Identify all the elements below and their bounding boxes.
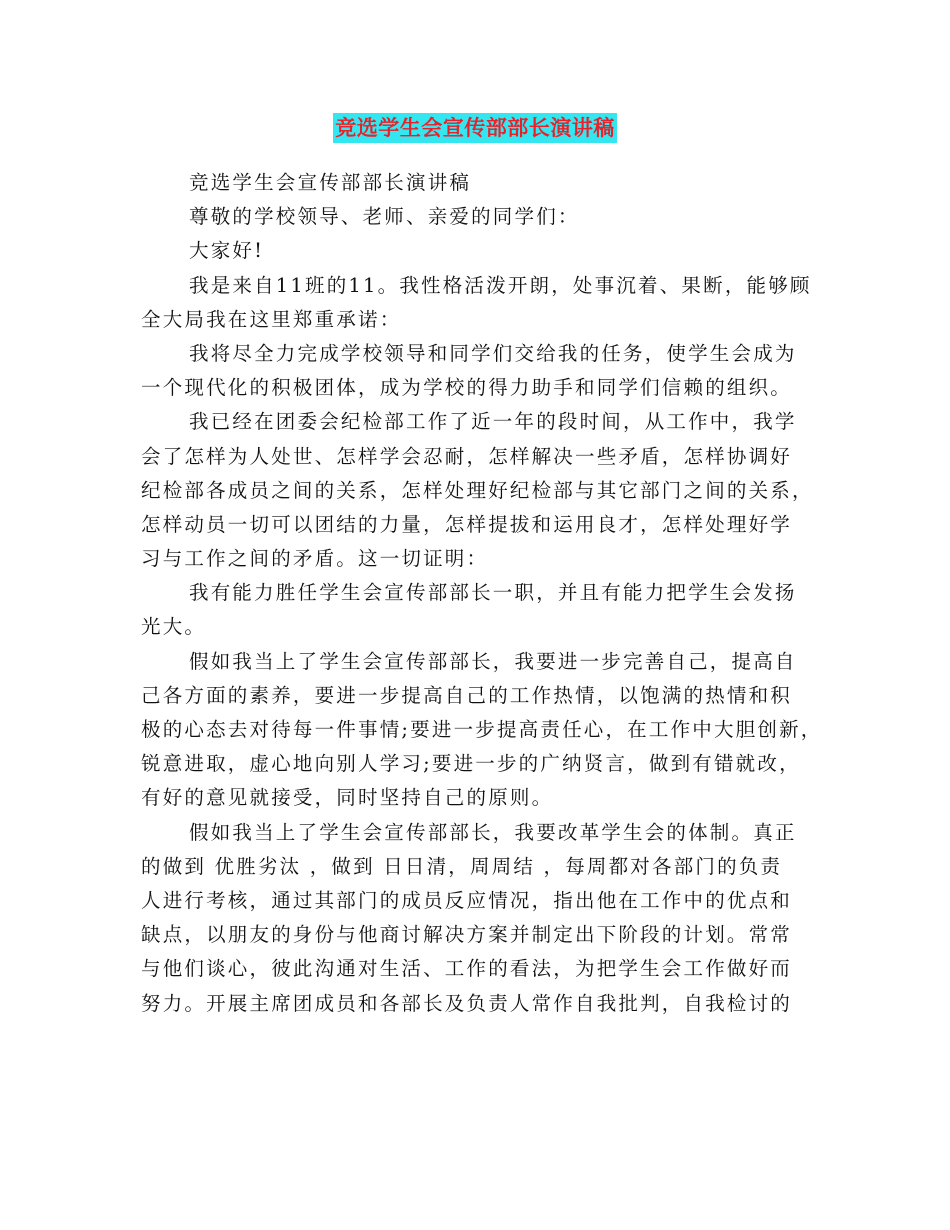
text-line: 己各方面的素养，要进一步提高自己的工作热情，以饱满的热情和积: [141, 683, 793, 707]
text-line: 习与工作之间的矛盾。这一切证明：: [141, 547, 489, 571]
text-line: 我将尽全力完成学校领导和同学们交给我的任务，使学生会成为: [189, 341, 797, 365]
text-line: 的做到 优胜劣汰 ，做到 日日清，周周结 ，每周都对各部门的负责: [141, 854, 783, 878]
document-title: 竞选学生会宣传部部长演讲稿: [333, 113, 617, 143]
text-line: 尊敬的学校领导、老师、亲爱的同学们：: [189, 205, 580, 229]
text-line: 竞选学生会宣传部部长演讲稿: [189, 171, 472, 194]
text-line: 假如我当上了学生会宣传部部长，我要进一步完善自己，提高自: [189, 649, 797, 673]
text-line: 纪检部各成员之间的关系，怎样处理好纪检部与其它部门之间的关系，: [141, 478, 814, 502]
text-line: 怎样动员一切可以团结的力量，怎样提拔和运用良才，怎样处理好学: [141, 512, 793, 536]
document-body: [141, 166, 823, 1021]
text-line: 全大局我在这里郑重承诺：: [141, 307, 402, 331]
text-line: 缺点，以朋友的身份与他商讨解决方案并制定出下阶段的计划。常常: [141, 923, 793, 947]
text-line: 大家好!: [189, 239, 265, 263]
text-line: 与他们谈心，彼此沟通对生活、工作的看法，为把学生会工作做好而: [141, 957, 793, 981]
text-line: 会了怎样为人处世、怎样学会忍耐，怎样解决一些矛盾，怎样协调好: [141, 444, 793, 468]
text-line: 锐意进取，虚心地向别人学习;要进一步的广纳贤言，做到有错就改，: [141, 752, 801, 776]
text-line: 我是来自11班的11。我性格活泼开朗，处事沉着、果断，能够顾: [189, 273, 812, 297]
text-line: 人进行考核，通过其部门的成员反应情况，指出他在工作中的优点和: [141, 888, 793, 912]
title-wrap: [0, 113, 950, 143]
text-line: 一个现代化的积极团体，成为学校的得力助手和同学们信赖的组织。: [141, 376, 793, 400]
text-line: 我有能力胜任学生会宣传部部长一职，并且有能力把学生会发扬: [189, 581, 797, 605]
text-line: 光大。: [141, 615, 207, 639]
text-line: 极的心态去对待每一件事情;要进一步提高责任心，在工作中大胆创新，: [141, 718, 823, 741]
text-line: 我已经在团委会纪检部工作了近一年的段时间，从工作中，我学: [189, 410, 797, 434]
text-line: 努力。开展主席团成员和各部长及负责人常作自我批判，自我检讨的: [141, 991, 793, 1015]
text-line: 假如我当上了学生会宣传部部长，我要改革学生会的体制。真正: [189, 820, 797, 844]
text-line: 有好的意见就接受，同时坚持自己的原则。: [141, 786, 554, 810]
